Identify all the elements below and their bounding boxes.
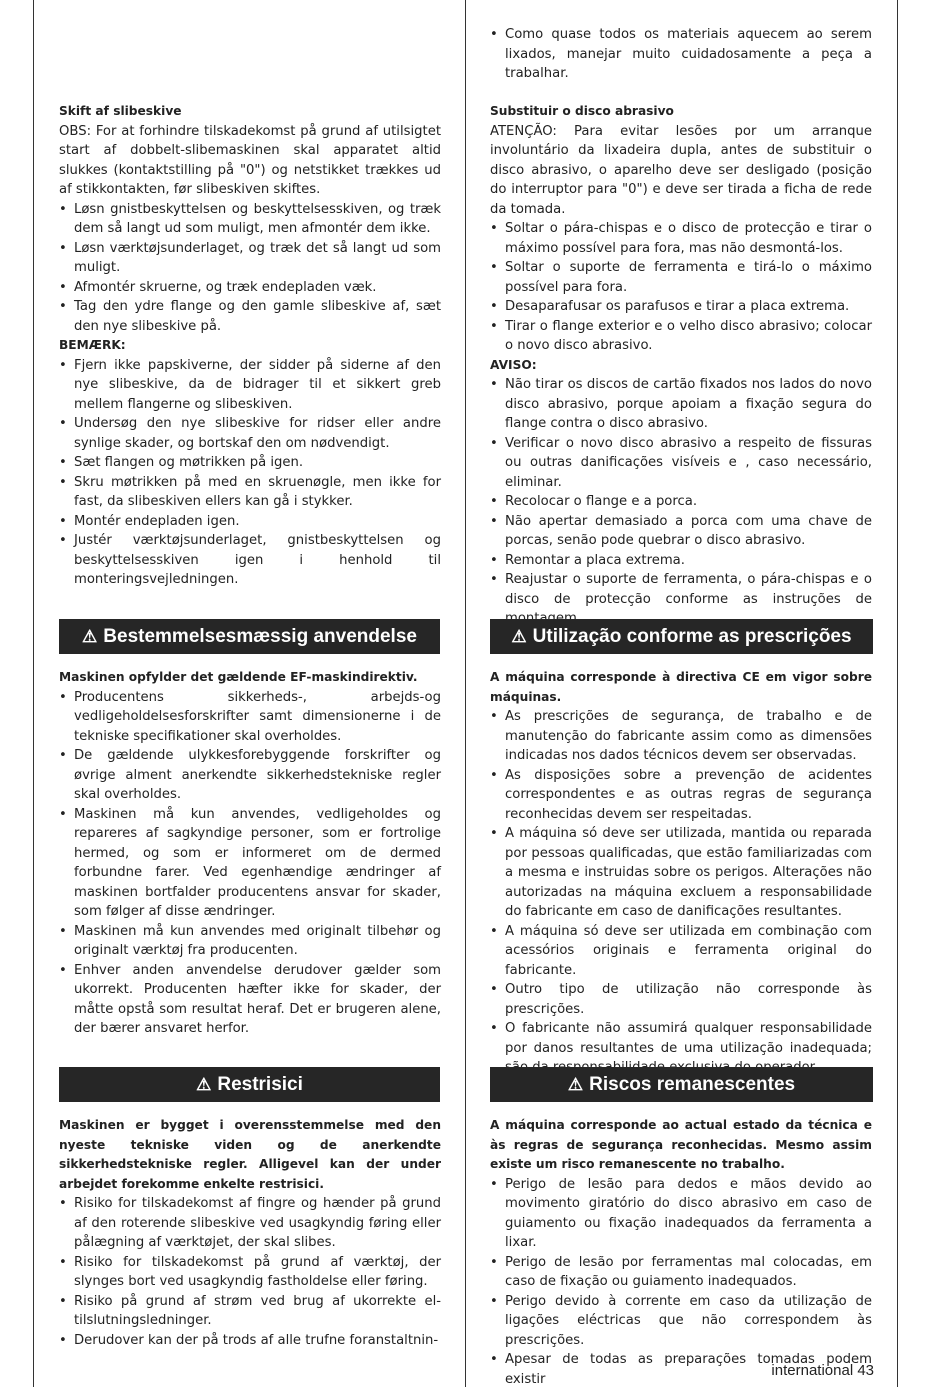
note-list [59, 356, 441, 590]
danish-residual-risks-section [59, 1116, 441, 1350]
banner-title: Restrisici [217, 1074, 303, 1095]
danish-disc-change-section [59, 102, 441, 590]
steps-list [490, 219, 872, 356]
list-item: • Não apertar demasiado a porca com uma chave de porcas, senão pode quebrar o disco abrasivo. [490, 512, 872, 551]
list-item: • Outro tipo de utilização não corresponde às prescrições. [490, 980, 872, 1019]
continuation-list [490, 25, 872, 84]
column-divider-rule [465, 0, 466, 1387]
portuguese-intended-use-section [490, 668, 872, 1078]
list-item: • Apesar de todas as preparações tomadas podem existir [490, 1350, 872, 1389]
section-banner [59, 1067, 440, 1102]
list-item: • Sæt flangen og møtrikken på igen. [59, 453, 441, 473]
banner-title: Utilização conforme as prescrições [533, 626, 852, 647]
list-item: • O fabricante não assumirá qualquer responsabilidade por danos resultantes de uma utilização inadequada; [490, 1019, 872, 1078]
list-item: • Não tirar os discos de cartão fixados nos lados do novo disco abrasivo, porque apoiam a fixação segura do flange contra o disco abrasivo. [490, 375, 872, 434]
list-item: • Løsn gnistbeskyttelsen og beskyttelsesskiven, og træk dem så langt ud som muligt, men afmontér dem ikke. [59, 200, 441, 239]
list-item: • As disposições sobre a prevenção de acidentes correspondentes e as outras regras de segurança reconhecidas devem ser respeitadas. [490, 766, 872, 825]
list-item: • Maskinen må kun anvendes, vedligeholdes og repareres af sagkyndige personer, som er fortrolige hermed, og som er informeret om de dermed forbundne farer. Ved egenhændige ændringer af maskinen bortfalder producentens ansvar for skader, som følger af disse ændringer. [59, 805, 441, 922]
portuguese-residual-risks-section [490, 1116, 872, 1389]
risks-list [59, 1194, 441, 1350]
list-item: • De gældende ulykkesforebyggende forskrifter og øvrige alment anerkendte sikkerhedstekniske regler skal overholdes. [59, 746, 441, 805]
section-banner [490, 1067, 873, 1102]
list-item: • Producentens sikkerheds-, arbejds-og vedligeholdelsesforskrifter samt dimensionerne i de tekniske specifikationer skal overholdes. [59, 688, 441, 747]
list-item: • Verificar o novo disco abrasivo a respeito de fissuras ou outras danificações visíveis e , caso necessário, eliminar. [490, 434, 872, 493]
left-margin-rule [33, 0, 34, 1387]
portuguese-continuation-section [490, 25, 872, 84]
list-item: • A máquina só deve ser utilizada, mantida ou reparada por pessoas qualificadas, que estão familiarizadas com a mesma e instruidas sobre os perigos. Alterações não autorizadas na máquina excluem a responsabilidade do fabricante em caso de danificações resultantes. [490, 824, 872, 922]
list-item: • Enhver anden anvendelse derudover gælder som ukorrekt. Producenten hæfter ikke for skader, der måtte opstå som resultat heraf. Det er brugeren alene, der bærer ansvaret herfor. [59, 961, 441, 1039]
list-item: • Fjern ikke papskiverne, der sidder på siderne af den nye slibeskive, da de bidrager til et sikkert greb mellem flangerne og slibeskiven. [59, 356, 441, 415]
list-item: • Derudover kan der på trods af alle trufne foranstaltnin- [59, 1331, 441, 1351]
warning-paragraph: OBS: For at forhindre tilskadekomst på grund af utilsigtet start af dobbelt-slibemaskinen skal apparatet altid slukkes (kontaktstilling på "0") og netstikket trækkes ud af stikkontakten, før slibeskiven skiftes. [59, 122, 441, 200]
list-item: • Maskinen må kun anvendes med originalt tilbehør og originalt værktøj fra producenten. [59, 922, 441, 961]
list-item: • Desaparafusar os parafusos e tirar a placa extrema. [490, 297, 872, 317]
lead-paragraph: Maskinen er bygget i overensstemmelse med den nyeste tekniske viden og de anerkendte sikkerhedstekniske regler. Alligevel kan der under arbejdet forekomme enkelte restrisici. [59, 1116, 441, 1194]
section-banner [490, 619, 873, 654]
warning-triangle-icon: ⚠ [568, 1067, 583, 1102]
list-item: • Soltar o pára-chispas e o disco de protecção e tirar o máximo possível para fora, mas não desmontá-los. [490, 219, 872, 258]
list-item: • Perigo de lesão por ferramentas mal colocadas, em caso de fixação ou guiamento inadequados. [490, 1253, 872, 1292]
list-item: • Afmontér skruerne, og træk endepladen væk. [59, 278, 441, 298]
list-item: • Risiko for tilskadekomst af fingre og hænder på grund af den roterende slibeskive ved usagkyndig føring eller pålægning af værktøjet, der skal slibes. [59, 1194, 441, 1253]
portuguese-disc-change-section [490, 102, 872, 629]
steps-list [59, 200, 441, 337]
list-item: • Montér endepladen igen. [59, 512, 441, 532]
note-list [490, 375, 872, 629]
list-item: • Reajustar o suporte de ferramenta, o pára-chispas e o disco de protecção conforme as instruções de [490, 570, 872, 629]
risks-list [490, 1175, 872, 1389]
list-item: • Tag den ydre flange og den gamle slibeskive af, sæt den nye slibeskive på. [59, 297, 441, 336]
lead-paragraph: A máquina corresponde ao actual estado da técnica e às regras de segurança reconhecidas. Mesmo assim existe um risco remanescente no trabalho. [490, 1116, 872, 1175]
warning-triangle-icon: ⚠ [196, 1067, 211, 1102]
lead-paragraph: A máquina corresponde à directiva CE em vigor sobre máquinas. [490, 668, 872, 707]
list-item: • Justér værktøjsunderlaget, gnistbeskyttelsen og beskyttelsesskiven igen i henhold til monteringsvejledningen. [59, 531, 441, 590]
danish-intended-use-section [59, 668, 441, 1039]
warning-triangle-icon: ⚠ [82, 619, 97, 654]
list-item: • Como quase todos os materiais aquecem ao serem lixados, manejar muito cuidadosamente a peça a trabalhar. [490, 25, 872, 84]
warning-triangle-icon: ⚠ [511, 619, 526, 654]
list-item: • Undersøg den nye slibeskive for ridser eller andre synlige skader, og bortskaf den om nødvendigt. [59, 414, 441, 453]
list-item: • Perigo devido à corrente em caso da utilização de ligações eléctricas que não correspondem às prescrições. [490, 1292, 872, 1351]
intended-use-list [490, 707, 872, 1078]
list-item: • Risiko for tilskadekomst på grund af værktøj, der slynges bort ved usagkyndig fastholdelse eller føring. [59, 1253, 441, 1292]
section-heading: Skift af slibeskive [59, 102, 441, 122]
list-item: • Risiko på grund af strøm ved brug af ukorrekte el-tilslutningsledninger. [59, 1292, 441, 1331]
lead-paragraph: Maskinen opfylder det gældende EF-maskindirektiv. [59, 668, 441, 688]
list-item: • Tirar o flange exterior e o velho disco abrasivo; colocar o novo disco abrasivo. [490, 317, 872, 356]
list-item: • Recolocar o flange e a porca. [490, 492, 872, 512]
list-item: • As prescrições de segurança, de trabalho e de manutenção do fabricante assim como as dimensões indicadas nos dados técnicos devem ser observadas. [490, 707, 872, 766]
section-heading: Substituir o disco abrasivo [490, 102, 872, 122]
list-item: • A máquina só deve ser utilizada em combinação com acessórios originais e ferramenta original do fabricante. [490, 922, 872, 981]
banner-title: Bestemmelsesmæssig anvendelse [103, 626, 417, 647]
list-item: • Perigo de lesão para dedos e mãos devido ao movimento giratório do disco abrasivo em caso de guiamento ou fixação inadequados da ferramenta a lixar. [490, 1175, 872, 1253]
intended-use-list [59, 688, 441, 1039]
list-item: • Soltar o suporte de ferramenta e tirá-lo o máximo possível para fora. [490, 258, 872, 297]
right-margin-rule [897, 0, 898, 1387]
page-footer: international 43 [771, 1362, 874, 1379]
note-heading: BEMÆRK: [59, 336, 441, 356]
section-banner [59, 619, 440, 654]
note-heading: AVISO: [490, 356, 872, 376]
warning-paragraph: ATENÇÃO: Para evitar lesões por um arranque involuntário da lixadeira dupla, antes de substituir o disco abrasivo, o aparelho deve ser desligado (posição do interruptor para "0") e deve ser tirada a ficha de rede da tomada. [490, 122, 872, 220]
banner-title: Riscos remanescentes [589, 1074, 795, 1095]
list-item: • Remontar a placa extrema. [490, 551, 872, 571]
list-item: • Løsn værktøjsunderlaget, og træk det så langt ud som muligt. [59, 239, 441, 278]
list-item: • Skru møtrikken på med en skruenøgle, men ikke for fast, da slibeskiven ellers kan gå i stykker. [59, 473, 441, 512]
